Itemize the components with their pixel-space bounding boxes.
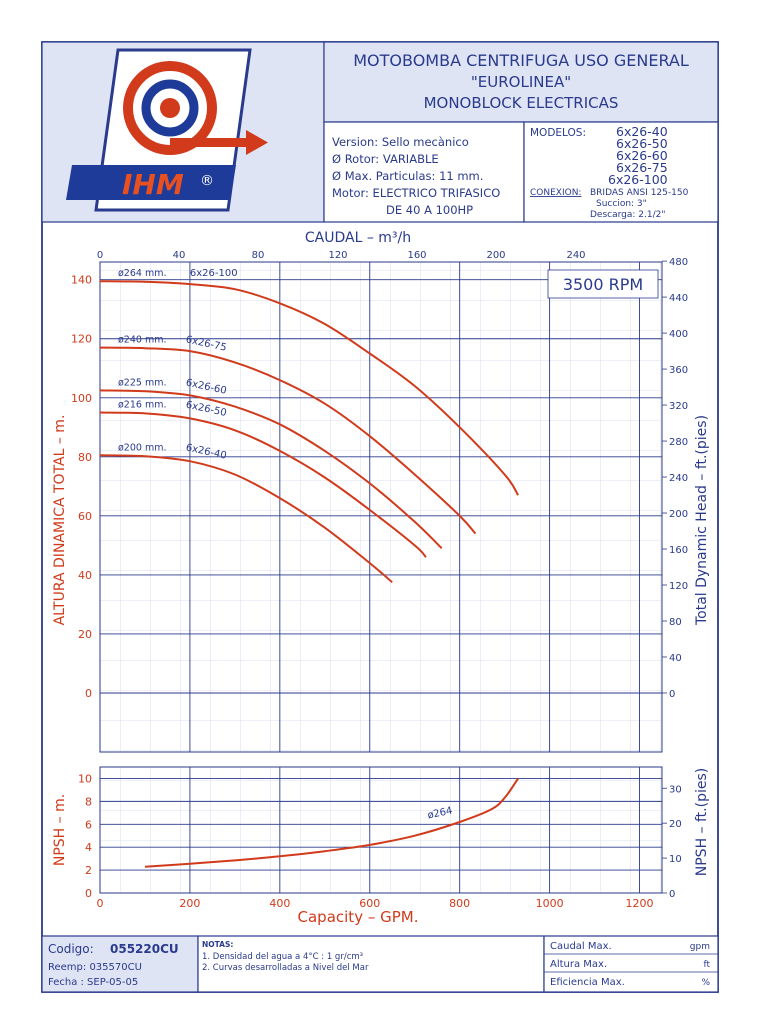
top-tick: 200 xyxy=(486,250,506,261)
rpm-label: 3500 RPM xyxy=(562,275,644,294)
npsh-x-tick-label: 1200 xyxy=(625,897,654,910)
head-plot-area xyxy=(100,262,662,752)
right-tick-label: 200 xyxy=(669,509,689,521)
model-label: 6x26-60 xyxy=(184,377,228,397)
right-tick-label: 440 xyxy=(669,293,689,305)
model-label: 6x26-40 xyxy=(184,442,228,462)
model-label: 6x26-75 xyxy=(184,334,228,354)
npsh-x-tick-label: 1000 xyxy=(535,897,564,910)
right-tick-label: 360 xyxy=(669,365,689,377)
left-tick-label: 20 xyxy=(78,627,92,641)
diameter-label: ø200 mm. xyxy=(118,442,167,454)
npsh-x-tick-label: 0 xyxy=(96,897,104,910)
head-chart xyxy=(52,230,710,752)
left-tick-label: 100 xyxy=(71,391,92,405)
left-tick-label: 140 xyxy=(71,273,92,287)
right-tick-label: 320 xyxy=(669,401,689,413)
conexion-label: CONEXION: xyxy=(530,188,582,198)
model-label: 6x26-100 xyxy=(189,267,238,279)
right-tick-label: 40 xyxy=(669,652,682,664)
top-ticks xyxy=(97,250,586,261)
logo-text: IHM xyxy=(122,168,184,201)
spec-motor: Motor: ELECTRICO TRIFASICO xyxy=(332,186,501,200)
top-tick: 120 xyxy=(328,250,348,261)
npsh-left-label: NPSH – m. xyxy=(52,793,68,867)
npsh-right-label: NPSH – ft.(pies) xyxy=(694,767,710,877)
logo-registered-mark: ® xyxy=(200,173,214,189)
npsh-left-tick-label: 0 xyxy=(85,887,92,900)
npsh-left-tick-label: 8 xyxy=(85,795,92,809)
left-tick-label: 80 xyxy=(78,450,92,464)
header xyxy=(42,42,718,222)
right-axis-label: Total Dynamic Head – ft.(pies) xyxy=(694,414,710,626)
altura-max-label: Altura Max. xyxy=(550,959,608,970)
eficiencia-max-label: Eficiencia Max. xyxy=(550,977,625,988)
npsh-x-tick-label: 800 xyxy=(449,897,471,910)
spec-version: Version: Sello mecànico xyxy=(332,135,469,149)
note-2: 2. Curvas desarrolladas a Nivel del Mar xyxy=(202,963,369,973)
npsh-left-ticks xyxy=(78,772,92,900)
npsh-left-tick-label: 6 xyxy=(85,818,92,832)
npsh-x-tick-label: 400 xyxy=(269,897,291,910)
caudal-max-unit: gpm xyxy=(689,942,710,952)
top-tick: 240 xyxy=(566,250,586,261)
spec-motor-range: DE 40 A 100HP xyxy=(386,203,474,217)
right-tick-label: 400 xyxy=(669,329,689,341)
codigo-value: 055220CU xyxy=(110,942,179,956)
npsh-right-tick-label: 10 xyxy=(669,854,682,866)
npsh-x-tick-label: 600 xyxy=(359,897,381,910)
top-tick: 80 xyxy=(251,250,265,261)
npsh-x-tick-label: 200 xyxy=(179,897,201,910)
npsh-left-tick-label: 4 xyxy=(85,841,92,855)
top-tick: 0 xyxy=(96,250,104,261)
diameter-label: ø225 mm. xyxy=(118,377,167,389)
note-1: 1. Densidad del agua a 4°C : 1 gr/cm³ xyxy=(202,952,364,962)
right-tick-label: 240 xyxy=(669,473,689,485)
npsh-chart xyxy=(52,767,710,926)
npsh-right-tick-label: 0 xyxy=(669,889,676,900)
diameter-label: ø264 mm. xyxy=(118,268,167,280)
right-tick-label: 160 xyxy=(669,545,689,557)
npsh-left-tick-label: 10 xyxy=(78,772,92,786)
eficiencia-max-unit: % xyxy=(701,978,710,988)
left-axis-ticks xyxy=(71,274,92,700)
right-tick-label: 0 xyxy=(669,688,676,700)
title-line-2: "EUROLINEA" xyxy=(470,73,572,91)
npsh-x-label: Capacity – GPM. xyxy=(297,908,419,926)
model-item: 6x26-40 xyxy=(616,124,668,139)
descarga-value: Descarga: 2.1/2" xyxy=(590,210,666,220)
models-label: MODELOS: xyxy=(530,127,586,139)
conexion-value: BRIDAS ANSI 125-150 xyxy=(590,188,689,198)
footer xyxy=(42,936,718,992)
right-axis-ticks xyxy=(662,257,688,700)
npsh-plot-area xyxy=(100,767,662,893)
top-tick: 40 xyxy=(172,250,186,261)
top-tick: 160 xyxy=(407,250,427,261)
spec-rotor: Ø Rotor: VARIABLE xyxy=(332,152,439,166)
diameter-label: ø216 mm. xyxy=(118,399,167,411)
left-tick-label: 120 xyxy=(71,332,92,346)
model-item: 6x26-75 xyxy=(616,160,668,175)
logo-arrow-shaft xyxy=(170,138,248,147)
fecha-value: Fecha : SEP-05-05 xyxy=(48,977,139,988)
right-tick-label: 280 xyxy=(669,437,689,449)
npsh-right-tick-label: 20 xyxy=(669,819,682,831)
npsh-left-tick-label: 2 xyxy=(85,864,92,878)
model-label: 6x26-50 xyxy=(184,399,228,419)
reemp-value: Reemp: 035570CU xyxy=(48,962,142,973)
model-item: 6x26-100 xyxy=(608,172,668,187)
left-tick-label: 0 xyxy=(85,686,92,700)
caudal-max-label: Caudal Max. xyxy=(550,941,612,952)
model-item: 6x26-50 xyxy=(616,136,668,151)
right-tick-label: 480 xyxy=(669,257,689,269)
diameter-label: ø240 mm. xyxy=(118,334,167,346)
right-tick-label: 120 xyxy=(669,580,689,592)
model-item: 6x26-60 xyxy=(616,148,668,163)
title-line-3: MONOBLOCK ELECTRICAS xyxy=(423,94,619,112)
npsh-right-ticks xyxy=(662,784,682,900)
spec-particles: Ø Max. Particulas: 11 mm. xyxy=(332,169,484,183)
codigo-label: Codigo: xyxy=(48,942,94,956)
right-tick-label: 80 xyxy=(669,616,682,628)
title-line-1: MOTOBOMBA CENTRIFUGA USO GENERAL xyxy=(353,51,689,70)
left-tick-label: 60 xyxy=(78,509,92,523)
top-axis-label: CAUDAL – m³/h xyxy=(304,230,412,246)
npsh-curve-label: ø264 xyxy=(426,805,454,822)
notes-title: NOTAS: xyxy=(202,940,234,949)
logo-core xyxy=(160,98,180,118)
altura-max-unit: ft xyxy=(703,960,710,970)
succion-value: Succion: 3" xyxy=(596,199,647,209)
left-tick-label: 40 xyxy=(78,568,92,582)
npsh-right-tick-label: 30 xyxy=(669,784,682,796)
left-axis-label: ALTURA DINAMICA TOTAL – m. xyxy=(52,414,68,626)
